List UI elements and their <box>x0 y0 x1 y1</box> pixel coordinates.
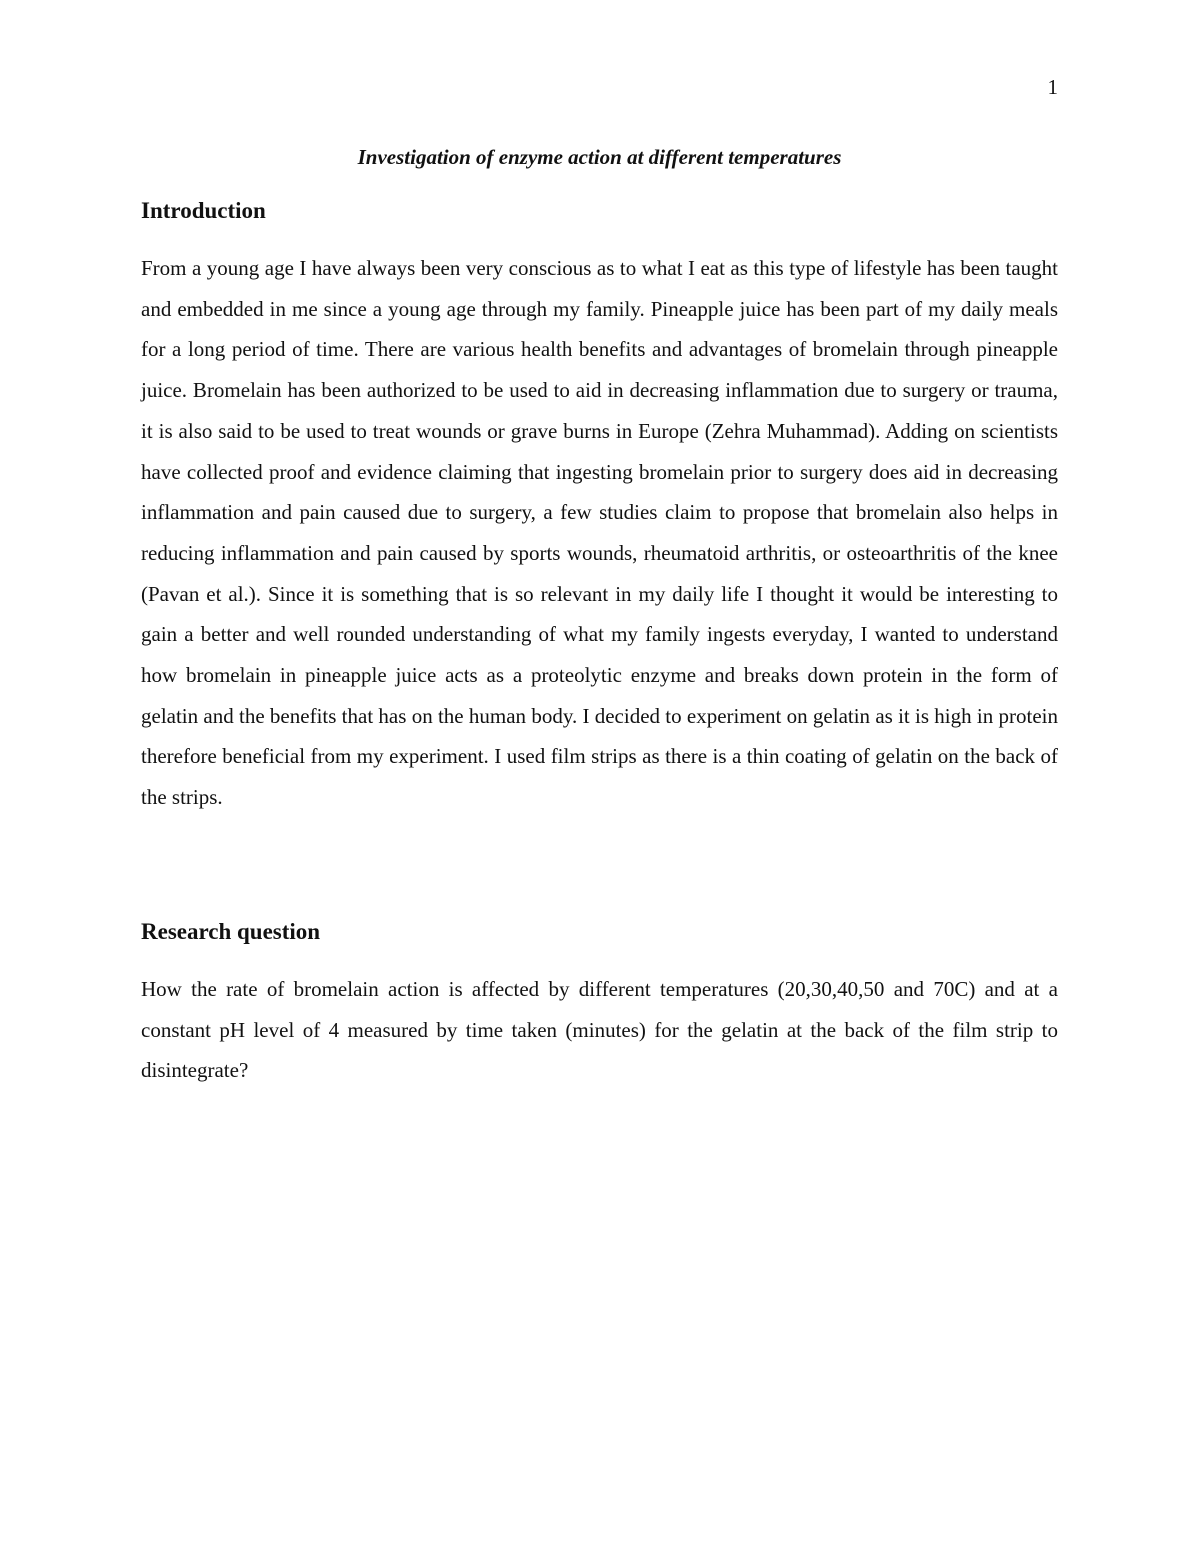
page-number: 1 <box>1047 75 1058 99</box>
introduction-paragraph: From a young age I have always been very conscious as to what I eat as this type of lifestyle has been taught and embedded in me since a young age through my family. Pineapple juice has been part of my daily meals for a long period of time. There are various health benefits and advantages of bromelain through pineapple juice. Bromelain has been authorized to be used to aid in decreasing inflammation due to surgery or trauma, it is also said to be used to treat wounds or grave burns in Europe (Zehra Muhammad). Adding on scientists have collected proof and evidence claiming that ingesting bromelain prior to surgery does aid in decreasing inflammation and pain caused due to surgery, a few studies claim to propose that bromelain also helps in reducing inflammation and pain caused by sports wounds, rheumatoid arthritis, or osteoarthritis of the knee (Pavan et al.). Since it is something that is so relevant in my daily life I thought it would be interesting to gain a better and well rounded understanding of what my family ingests everyday, I wanted to understand how bromelain in pineapple juice acts as a proteolytic enzyme and breaks down protein in the form of gelatin and the benefits that has on the human body. I decided to experiment on gelatin as it is high in protein therefore beneficial from my experiment. I used film strips as there is a thin coating of gelatin on the back of the strips. <box>141 256 1058 810</box>
document-title: Investigation of enzyme action at different temperatures <box>357 145 842 169</box>
research-question-paragraph: How the rate of bromelain action is affected by different temperatures (20,30,40,50 and 70C) and at a constant pH level of 4 measured by time taken (minutes) for the gelatin at the back of the film strip to disintegrate? <box>141 977 1058 1083</box>
section-heading-research-question: Research question <box>141 919 321 944</box>
section-heading-introduction: Introduction <box>141 198 266 223</box>
